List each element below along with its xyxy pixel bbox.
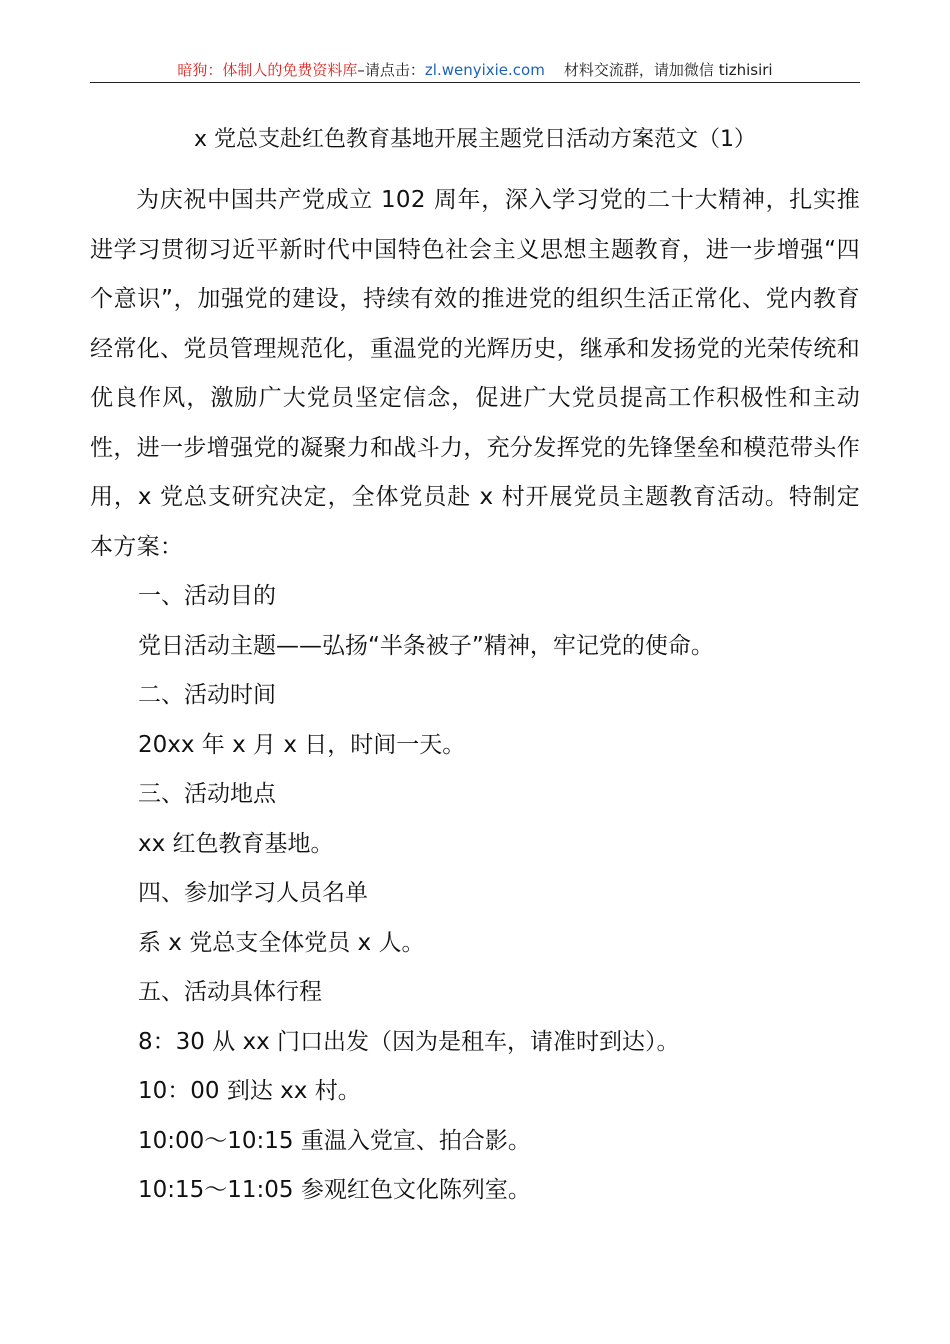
header-divider <box>90 82 860 83</box>
header-link[interactable]: zl.wenyixie.com <box>424 61 545 79</box>
body-line: 系 x 党总支全体党员 x 人。 <box>138 929 425 956</box>
section-heading-time: 二、活动时间 <box>138 682 276 708</box>
itinerary-item: 10:15～11:05 参观红色文化陈列室。 <box>138 1177 531 1203</box>
section-heading-purpose: 一、活动目的 <box>138 583 276 609</box>
document-title: x 党总支赴红色教育基地开展主题党日活动方案范文（1） <box>193 127 756 152</box>
header-spacer <box>545 61 564 79</box>
document-body <box>90 176 860 1216</box>
section-heading-itinerary: 五、活动具体行程 <box>138 979 322 1005</box>
itinerary-item: 8：30 从 xx 门口出发（因为是租车，请准时到达）。 <box>138 1028 680 1055</box>
itinerary-item: 10：00 到达 xx 村。 <box>138 1078 361 1104</box>
itinerary-item: 10:00～10:15 重温入党宣、拍合影。 <box>138 1127 531 1154</box>
body-line: xx 红色教育基地。 <box>138 830 334 857</box>
body-line: 党日活动主题——弘扬“半条被子”精神，牢记党的使命。 <box>138 632 714 659</box>
header-brand: 暗狗：体制人的免费资料库 <box>177 61 358 79</box>
page-header <box>90 58 860 82</box>
intro-paragraph: 为庆祝中国共产党成立 102 周年，深入学习党的二十大精神，扎实推进学习贯彻习近平新时代中国特色社会主义思想主题教育，进一步增强“四个意识”，加强党的建设，持续有效的推进党的组织生活正常化、党内教育经常化、党员管理规范化，重温党的光辉历史，继承和发扬党的光荣传统和优良作风，激励广大党员坚定信念，促进广大党员提高工作积极性和主动性，进一步增强党的凝聚力和战斗力，充分发挥党的先锋堡垒和模范带头作用，x 党总支研究决定，全体党员赴 x 村开展党员主题教育活动。特制定本方案： <box>90 187 860 560</box>
body-line: 20xx 年 x 月 x 日，时间一天。 <box>138 731 466 758</box>
header-note: 材料交流群，请加微信 tizhisiri <box>563 61 773 79</box>
section-heading-location: 三、活动地点 <box>138 781 276 807</box>
section-heading-participants: 四、参加学习人员名单 <box>138 880 368 906</box>
header-prompt: –请点击： <box>357 61 425 79</box>
